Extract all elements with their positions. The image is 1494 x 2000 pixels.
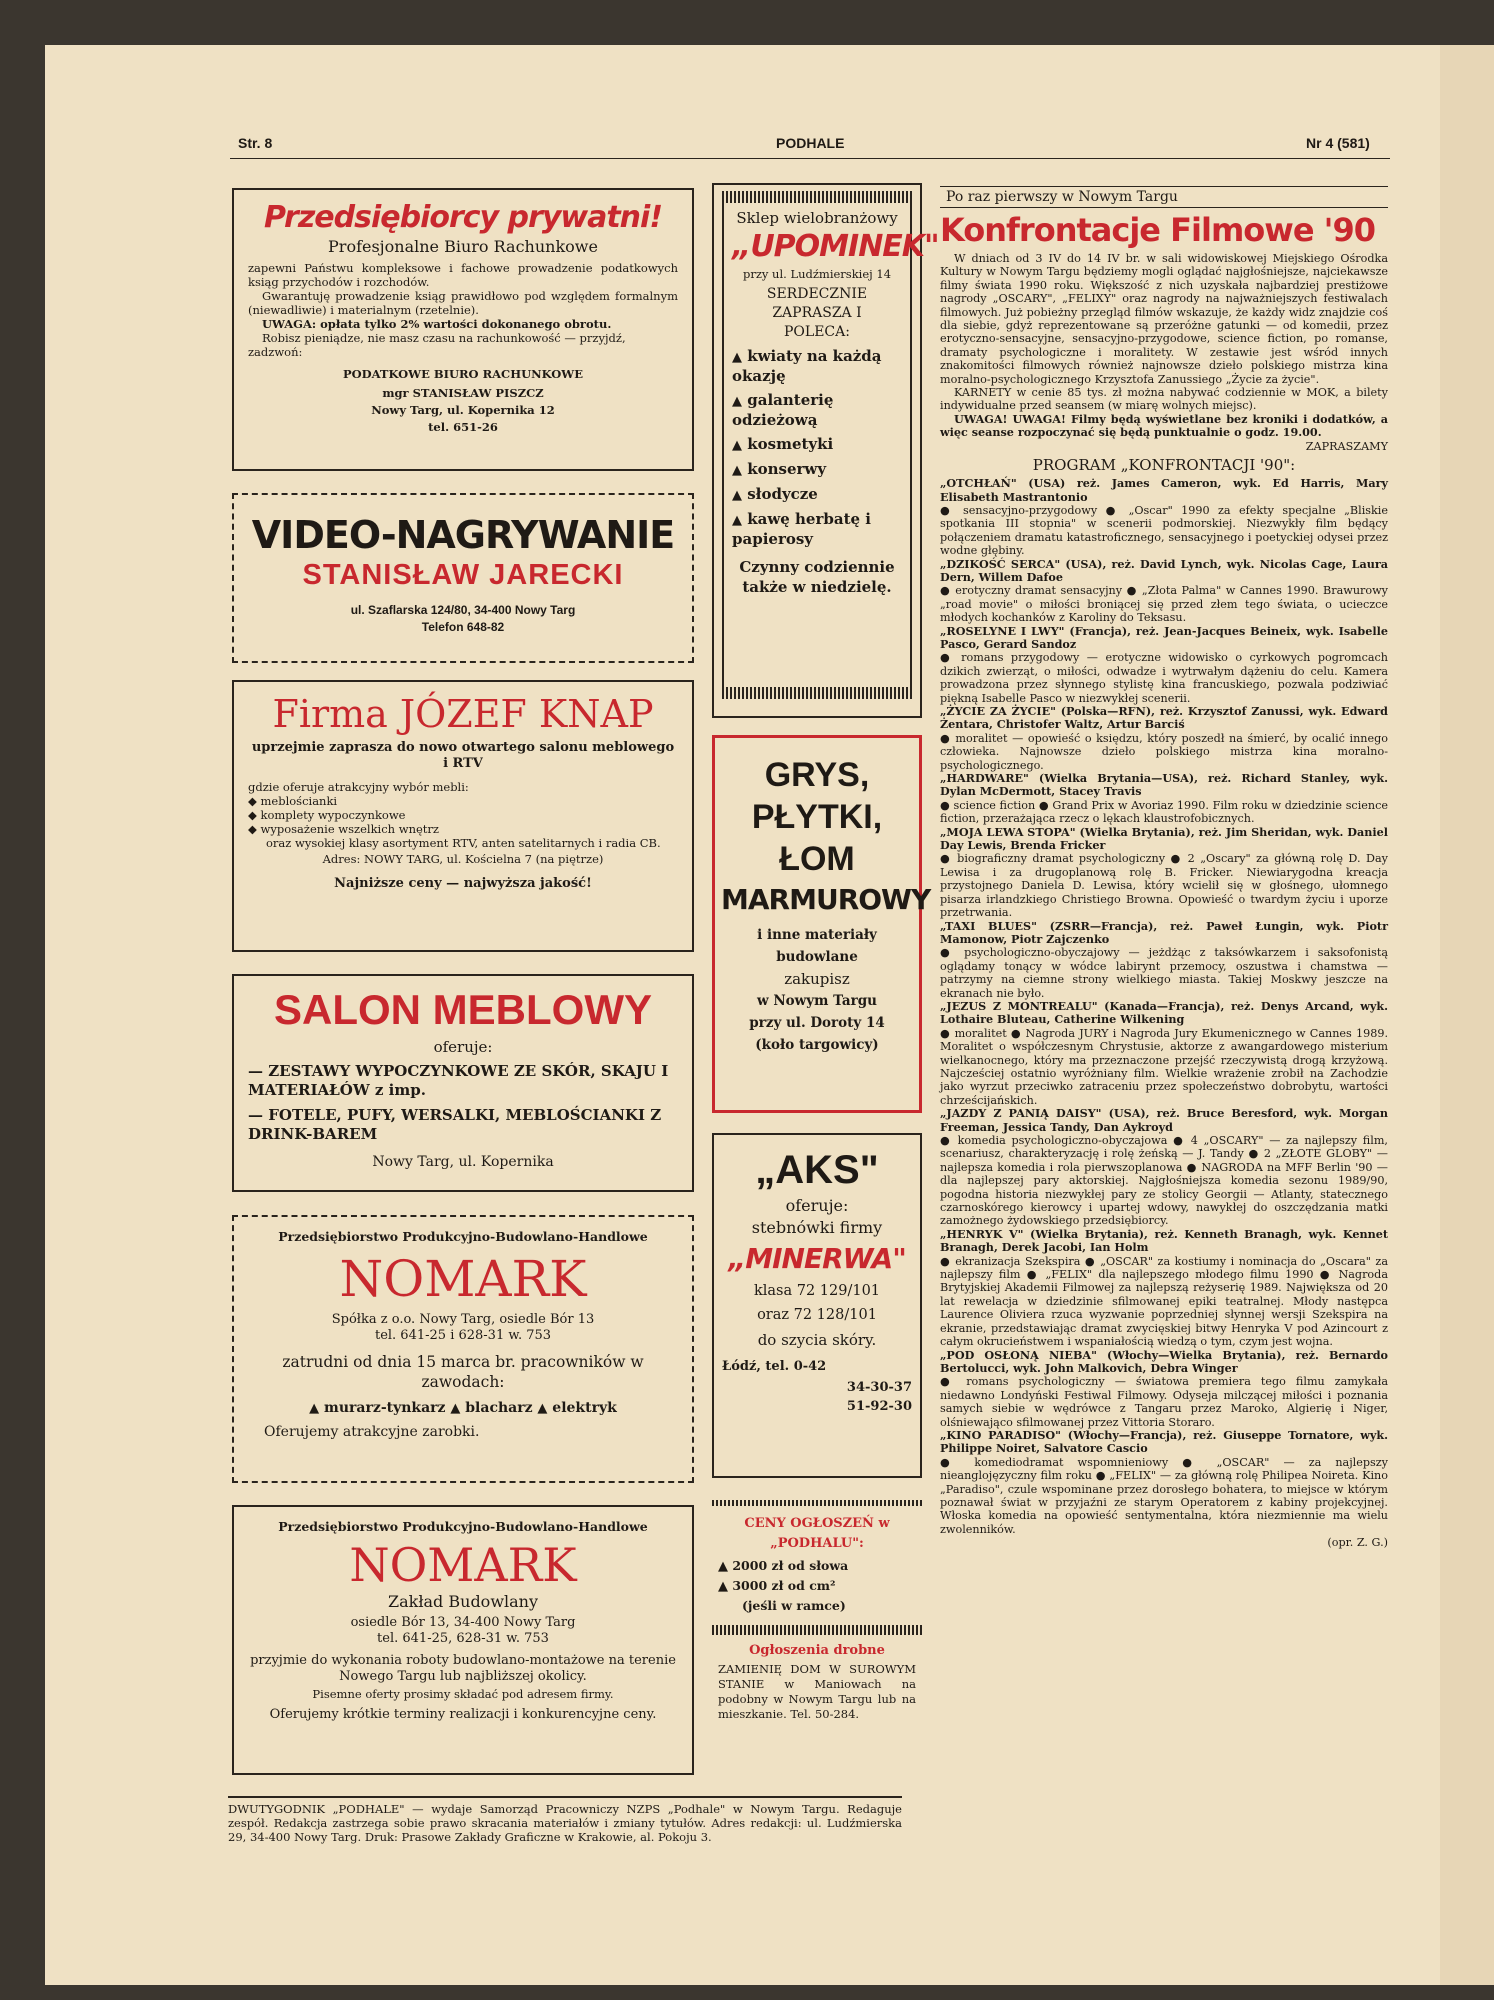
colophon: DWUTYGODNIK „PODHALE" — wydaje Samorząd Pracowniczy NZPS „Podhale" w Nowym Targu. Redaguje zespół. Redakcja zastrzega sobie prawo skracania materiałów i zmiany tytułów. Adres redakcji: ul. Ludźmierska 29, 34-400 Nowy Targ. Druk: Prasowe Zakłady Graficzne w Krakowie, al. Pokoju 3. xyxy=(228,1796,902,1844)
ad-pay: Oferujemy atrakcyjne zarobki. xyxy=(264,1424,480,1440)
ad-details: i inne materiały budowlane zakupisz w Nowym Targu przy ul. Doroty 14 (koło targowicy) xyxy=(749,927,885,1053)
ad-brand: „MINERWA" xyxy=(728,1242,906,1275)
ad-company-type: Przedsiębiorstwo Produkcyjno-Budowlano-Handlowe xyxy=(278,1519,648,1534)
page-number: Str. 8 xyxy=(238,135,273,151)
ad-item: ▲ słodycze xyxy=(732,485,818,503)
ad-headline: VIDEO-NAGRYWANIE xyxy=(251,513,675,557)
ad-address: osiedle Bór 13, 34-400 Nowy Targ xyxy=(350,1615,576,1630)
ad-item: ◆ wyposażenie wszelkich wnętrz xyxy=(248,822,439,836)
film-heading: „TAXI BLUES" (ZSRR—Francja), reż. Paweł Łungin, wyk. Piotr Mamonow, Piotr Zajczenko xyxy=(940,918,1388,946)
ad-headline: Przedsiębiorcy prywatni! xyxy=(263,200,663,235)
film-heading: „POD OSŁONĄ NIEBA" (Włochy—Wielka Brytania), reż. Bernardo Bertolucci, wyk. John Malkovich, Debra Winger xyxy=(940,1347,1388,1375)
ad-furniture-salon xyxy=(232,974,694,1192)
film-heading: „JEZUS Z MONTREALU" (Kanada—Francja), reż. Denys Arcand, wyk. Lothaire Bluteau, Catherine Wilkening xyxy=(940,998,1388,1027)
film-heading: „ROSELYNE I LWY" (Francja), reż. Jean-Jacques Beineix, wyk. Isabelle Pasco, Gerard Sandoz xyxy=(940,623,1388,651)
film-list xyxy=(940,477,1388,1536)
ad-lead: gdzie oferuje atrakcyjny wybór mebli: xyxy=(248,780,469,794)
ad-headline: NOMARK xyxy=(339,1250,587,1308)
film-description: ● moralitet ● Nagroda JURY i Nagroda Jury Ekumenicznego w Cannes 1989. Moralitet o współczesnym Chrystusie, aktorze z awangardowego misterium wielkanocnego, który ma przeznaczone przejść rzeczywistą drogą krzyżową. Najcześciej ostatnio wyróżniany film. Wielkie wrażenie zrobił na Zachodzie jako wyrzut przeciwko zatraceniu przez społeczeństwo dobrobytu, wartości chrześcijańskich. xyxy=(940,1026,1388,1107)
ad-video-recording xyxy=(232,493,694,663)
decor-border xyxy=(712,1500,922,1506)
ad-company-type: Przedsiębiorstwo Produkcyjno-Budowlano-Handlowe xyxy=(278,1229,648,1244)
article-tickets: KARNETY w cenie 85 tys. zł można nabywać codziennie w MOK, a bilety indywidualne przed seansem (w miarę wolnych miejsc). xyxy=(940,386,1388,413)
ad-phone: tel. 651-26 xyxy=(428,420,498,434)
ad-upominek-shop xyxy=(712,183,939,718)
ad-prices xyxy=(712,1500,922,1722)
ad-intro: uprzejmie zaprasza do nowo otwartego salonu meblowego i RTV xyxy=(251,740,675,771)
ad-headline: GRYS, xyxy=(764,756,870,794)
ad-subtitle: Profesjonalne Biuro Rachunkowe xyxy=(328,237,598,256)
film-description: ● romans psychologiczny — światowa premiera tego filmu zamykała niedawno Londyński Festiwal Filmowy. Odyseja milczącej miłości i poznania samych siebie w wędrówce z Tangaru przez Maroko, Algierię i Niger, olśniewająco sfilmowanej przez Vittoria Storaro. xyxy=(940,1375,1388,1429)
ad-item: — ZESTAWY WYPOCZYNKOWE ZE SKÓR, SKAJU I MATERIAŁÓW z imp. xyxy=(248,1062,669,1099)
ad-item: ▲ kawę herbatę i papierosy xyxy=(732,510,871,548)
price-item: ▲ 2000 zł od słowa xyxy=(718,1558,849,1574)
issue-number: Nr 4 (581) xyxy=(1306,135,1370,151)
ad-text: Pisemne oferty prosimy składać pod adresem firmy. xyxy=(312,1687,614,1701)
ad-nomark-construction xyxy=(232,1505,694,1775)
ad-headline: SALON MEBLOWY xyxy=(274,986,652,1033)
film-description: ● moralitet — opowieść o księdzu, który poszedł na śmierć, by ocalić innego człowieka. Najnowsze dzieło polskiego mistrza kina moralno-psychologicznego. xyxy=(940,731,1388,772)
article-konfrontacje xyxy=(940,186,1388,1550)
ad-address: Spółka z o.o. Nowy Targ, osiedle Bór 13 xyxy=(331,1312,595,1327)
ad-jobs: ▲ murarz-tynkarz ▲ blacharz ▲ elektryk xyxy=(309,1400,617,1416)
ad-text: Robisz pieniądze, nie masz czasu na rachunkowość — przyjdź, zadzwoń: xyxy=(248,331,626,359)
prices-title: CENY OGŁOSZEŃ w „PODHALU": xyxy=(744,1516,890,1551)
header-rule xyxy=(230,158,1390,159)
ad-extra: oraz wysokiej klasy asortyment RTV, anten satelitarnych i radia CB. xyxy=(266,836,661,850)
film-heading: „KINO PARADISO" (Włochy—Francja), reż. Giuseppe Tornatore, wyk. Philippe Noiret, Salvatore Cascio xyxy=(940,1427,1388,1456)
article-notice: UWAGA! UWAGA! Filmy będą wyświetlane bez kroniki i dodatków, a więc seanse rozpoczynać się będą punktualnie o godz. 19.00. xyxy=(940,411,1388,440)
film-description: ● erotyczny dramat sensacyjny ● „Złota Palma" w Cannes 1990. Brawurowy „road movie" o miłości broniącej się przed złem tego świata, o ucieczce młodych kochanków z Karoliny do Teksasu. xyxy=(940,584,1388,625)
ad-address: Nowy Targ, ul. Kopernika xyxy=(372,1154,554,1170)
ad-phone: tel. 641-25, 628-31 w. 753 xyxy=(377,1631,549,1646)
ad-subtitle: Zakład Budowlany xyxy=(387,1592,539,1611)
film-heading: „OTCHŁAŃ" (USA) reż. James Cameron, wyk. Ed Harris, Mary Elisabeth Mastrantonio xyxy=(940,476,1388,504)
article-kicker: Po raz pierwszy w Nowym Targu xyxy=(940,186,1388,208)
ad-text: zapewni Państwu kompleksowe i fachowe prowadzenie podatkowych ksiąg przychodów i rozchodów. xyxy=(248,261,678,289)
film-heading: „HARDWARE" (Wielka Brytania—USA), reż. Richard Stanley, wyk. Dylan McDermott, Stacey Travis xyxy=(940,771,1388,799)
ad-item: ▲ kwiaty na każdą okazję xyxy=(732,347,882,385)
ad-hours: Czynny codziennie także w niedzielę. xyxy=(739,558,895,596)
ad-invite: SERDECZNIE ZAPRASZA I POLECA: xyxy=(766,286,868,340)
ad-text: Oferujemy krótkie terminy realizacji i konkurencyjne ceny. xyxy=(269,1707,657,1722)
ad-item: ◆ meblościanki xyxy=(248,794,338,808)
decor-border xyxy=(722,687,912,699)
classified-ad: ZAMIENIĘ DOM W SUROWYM STANIE w Maniowach na podobny w Nowym Targu lub na mieszkanie. Tel. 50-284. xyxy=(718,1662,916,1721)
ad-text: przyjmie do wykonania roboty budowlano-montażowe na terenie Nowego Targu lub najbliższej okolicy. xyxy=(250,1653,676,1684)
article-signature: (opr. Z. G.) xyxy=(1327,1536,1388,1550)
ad-offer: oferuje: xyxy=(433,1038,493,1056)
ad-slogan: Najniższe ceny — najwyższa jakość! xyxy=(334,876,592,891)
ad-owner: STANISŁAW JARECKI xyxy=(302,559,624,591)
ad-address: Nowy Targ, ul. Kopernika 12 xyxy=(371,403,555,417)
film-description: ● science fiction ● Grand Prix w Avoriaz 1990. Film roku w dziedzinie science fiction, przerażająca rzecz o lękach klaustrofobicznych. xyxy=(940,798,1388,826)
ad-headline: MARMUROWY xyxy=(721,883,931,916)
article-intro: W dniach od 3 IV do 14 IV br. w sali widowiskowej Miejskiego Ośrodka Kultury w Nowym Targu będziemy mogli oglądać najgłośniejsze, najciekawsze filmy świata 1990 roku. Większość z nich uzyskała najbardziej prestiżowe nagrody „OSCARY", „FELIXY" oraz nagrody na najważniejszych festiwalach filmowych. Już pobieżny przegląd filmów wskazuje, że każdy widz znajdzie coś dla siebie, gdyż reprezentowane są przeróżne gatunki — od komedii, przez erotyczno-sensacyjne, sensacyjno-przygodowe, science fiction, po romanse, dramaty psychologiczne i moralitety. W zestawie jest wśród innych znakomitości filmowych również najnowsze dzieło polskiego mistrza kina moralno-psychologicznego Krzysztofa Zanussiego „Życie za życie". xyxy=(940,252,1388,386)
film-description: ● romans przygodowy — erotyczne widowisko o cyrkowych pogromcach dzikich zwierząt, o miłości, odwadze i wytrwałym dążeniu do celu. Kamera prowadzona przez słynnego stylistę kina francuskiego, pozwala podziwiać piękną Isabelle Pasco w niezwykłej scenerii. xyxy=(940,651,1388,705)
film-description: ● sensacyjno-przygodowy ● „Oscar" 1990 za efekty specjalne „Bliskie spotkania III stopnia" w scenerii podmorskiej. Niezwykły film będący połączeniem dramatu katastroficznego, sensacyjnego i poetyckiej odysei przez wodne głębiny. xyxy=(940,503,1388,558)
ad-offer: oferuje: xyxy=(785,1196,849,1215)
ad-shop-type: Sklep wielobranżowy xyxy=(736,209,898,227)
ad-text: klasa 72 129/101 xyxy=(753,1283,881,1299)
ad-owner: mgr STANISŁAW PISZCZ xyxy=(382,386,544,400)
decor-border xyxy=(722,191,912,203)
ad-phone: Telefon 648-82 xyxy=(421,620,505,634)
article-title: Konfrontacje Filmowe '90 xyxy=(940,211,1375,249)
film-description: ● psychologiczno-obyczajowy — jeżdżąc z taksówkarzem i saksofonistą oglądamy tonący w wódce labirynt przemocy, oszustwa i chamstwa — patrzymy na ciemne strony wielkiego miasta. Takiej Moskwy jeszcze na ekranach nie było. xyxy=(940,946,1388,1000)
ad-address: Adres: NOWY TARG, ul. Kościelna 7 (na piętrze) xyxy=(322,852,604,866)
article-invite: ZAPRASZAMY xyxy=(1305,439,1388,453)
ad-phone: tel. 641-25 i 628-31 w. 753 xyxy=(374,1328,552,1343)
film-description: ● komedia psychologiczno-obyczajowa ● 4 „OSCARY" — za najlepszy film, scenariusz, charakteryzację i rolę żeńską — J. Tandy ● 2 „ZŁOTE GLOBY" — najlepsza komedia i rola pierwszoplanowa ● NAGRODA na MFF Berlin '90 — dla najlepszej pary aktorskiej. Najgłośniejsza komedia sezonu 1989/90, pogodna historia niezwykłej pary ze stolicy Georgii — Atlanty, statecznego czarnoskórego kierowcy i upartej wdowy, nawykłej do oszczędzania matki zamożnego żydowskiego przedsiębiorcy. xyxy=(940,1134,1388,1228)
ad-text: do szycia skóry. xyxy=(757,1331,877,1349)
film-heading: „MOJA LEWA STOPA" (Wielka Brytania), reż. Jim Sheridan, wyk. Daniel Day Lewis, Brenda Fricker xyxy=(940,824,1388,853)
ad-text: oraz 72 128/101 xyxy=(757,1307,877,1323)
film-heading: „JAZDY Z PANIĄ DAISY" (USA), reż. Bruce Beresford, wyk. Morgan Freeman, Jessica Tandy, Dan Aykroyd xyxy=(940,1106,1388,1134)
film-heading: „DZIKOŚĆ SERCA" (USA), reż. David Lynch, wyk. Nicolas Cage, Laura Dern, Willem Dafoe xyxy=(940,556,1388,584)
price-item: ▲ 3000 zł od cm² xyxy=(718,1578,836,1594)
ad-knap-furniture xyxy=(232,680,694,952)
ad-text: Gwarantuję prowadzenie ksiąg prawidłowo pod względem formalnym (niewadliwie) i materialnym (rzetelnie). xyxy=(248,289,678,317)
ad-headline: PŁYTKI, xyxy=(751,798,883,836)
ad-nomark-hiring xyxy=(232,1215,694,1483)
ad-text: stebnówki firmy xyxy=(751,1218,883,1237)
ad-phone: 51-92-30 xyxy=(846,1399,912,1414)
classifieds-title: Ogłoszenia drobne xyxy=(749,1643,885,1658)
ad-city: Łódź, tel. 0-42 xyxy=(722,1359,827,1374)
film-description: ● komediodramat wspomnieniowy ● „OSCAR" — za najlepszy nieanglojęzyczny film roku ● „FELIX" — za główną rolę Philipea Noireta. Kino „Paradiso", czule wspominane przez dorosłego bohatera, to miejsce w którym poznawał świat w przyjaźni ze starym Operatorem z kabiny projekcyjnej. Włoska komedia na opowieść sentymentalna, która niezmiennie ma wielu zwolenników. xyxy=(940,1455,1388,1536)
price-note: (jeśli w ramce) xyxy=(742,1598,846,1613)
ad-headline: Firma JÓZEF KNAP xyxy=(272,692,654,736)
ad-company: PODATKOWE BIURO RACHUNKOWE xyxy=(342,367,583,381)
ad-item: ▲ galanterię odzieżową xyxy=(732,391,834,429)
ad-phone: 34-30-37 xyxy=(846,1380,912,1395)
ad-headline: „AKS" xyxy=(755,1148,879,1192)
ad-headline: „UPOMINEK" xyxy=(732,229,939,264)
ad-item: ▲ kosmetyki xyxy=(732,435,834,453)
decor-border xyxy=(712,1625,922,1635)
ad-address: ul. Szaflarska 124/80, 34-400 Nowy Targ xyxy=(350,603,576,617)
ad-item: ▲ konserwy xyxy=(732,460,827,478)
ad-accounting-office xyxy=(232,188,694,471)
program-title: PROGRAM „KONFRONTACJI '90": xyxy=(1032,456,1296,475)
ad-note: UWAGA: opłata tylko 2% wartości dokonanego obrotu. xyxy=(262,317,612,331)
ad-headline: ŁOM xyxy=(779,840,855,878)
ad-item: ◆ komplety wypoczynkowe xyxy=(248,808,406,822)
film-heading: „HENRYK V" (Wielka Brytania), reż. Kenneth Branagh, wyk. Kennet Branagh, Derek Jacobi, Ian Holm xyxy=(940,1226,1388,1255)
film-description: ● ekranizacja Szekspira ● „OSCAR" za kostiumy i nominacja do „Oscara" za najlepszy film ● „FELIX" dla najlepszego młodego filmu 1990 ● Nagroda Brytyjskiej Akademii Filmowej za najlepszą reżyserię 1989. Największa od 20 lat rewelacja w dziedzinie sfilmowanej epiki teatralnej. Młody następca Laurence Oliviera rzuca wyzwanie poprzedniej słynnej wersji Szekspira na ekranie, przedstawiając dramat zwycięskiej bitwy Henryka V pod Azincourt z całym okrucieństwem i wspaniałością wiedzą o tym, czym jest wojna. xyxy=(940,1254,1388,1349)
ad-address: przy ul. Ludźmierskiej 14 xyxy=(742,267,892,281)
ad-item: — FOTELE, PUFY, WERSALKI, MEBLOŚCIANKI Z DRINK-BAREM xyxy=(248,1106,662,1143)
film-heading: „ŻYCIE ZA ŻYCIE" (Polska—RFN), reż. Krzysztof Zanussi, wyk. Edward Żentara, Christofer Waltz, Artur Barciś xyxy=(940,704,1388,732)
newspaper-title: PODHALE xyxy=(776,135,845,151)
ad-aks xyxy=(712,1133,922,1478)
film-description: ● biograficzny dramat psychologiczny ● 2 „Oscary" za główną rolę D. Day Lewisa i za drugoplanową rolę B. Fricker. Niewiarygodna kreacja przystojnego Daniela D. Lewisa, który wcielił się w głośnego, ułomnego pisarza irlandzkiego Christiego Browna. Opowieść o twardym życiu i uporze przetrwania. xyxy=(940,852,1388,920)
ad-headline: NOMARK xyxy=(349,1538,577,1592)
ad-hiring: zatrudni od dnia 15 marca br. pracowników w zawodach: xyxy=(282,1353,644,1391)
ad-marble xyxy=(712,735,931,1113)
